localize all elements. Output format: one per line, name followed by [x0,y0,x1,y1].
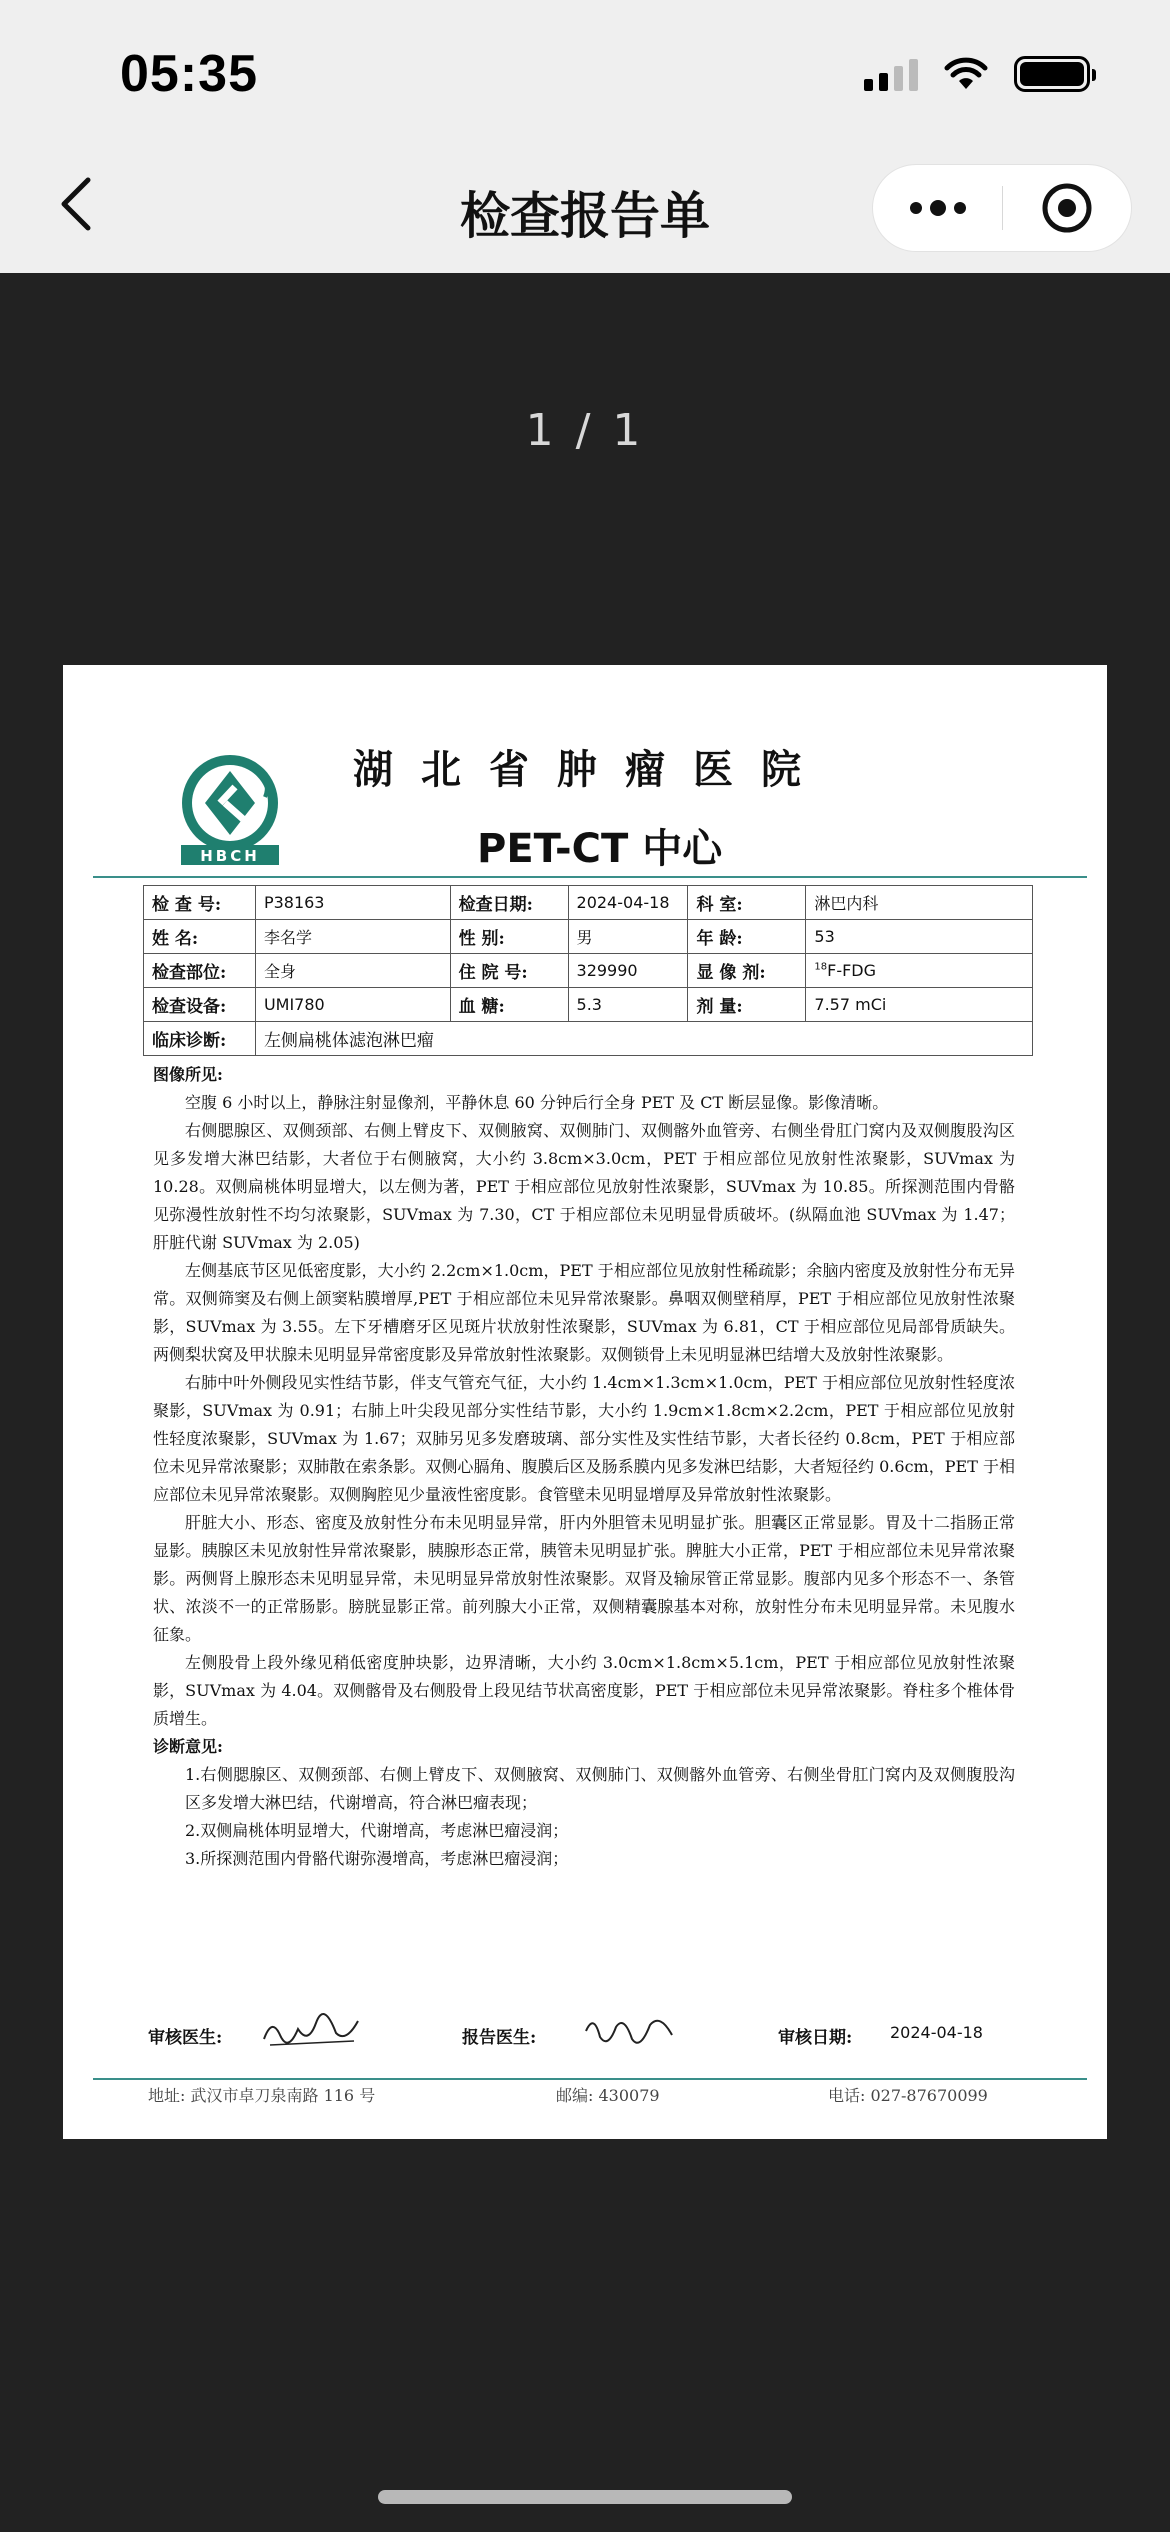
info-label: 检查部位: [144,954,256,988]
reviewer-label: 审核医生: [148,2028,223,2048]
info-value: 全身 [255,954,450,988]
info-row [144,954,1033,988]
findings-paragraph: 空腹 6 小时以上，静脉注射显像剂，平静休息 60 分钟后行全身 PET 及 CT 断层显像。影像清晰。 [185,1093,889,1112]
info-row [144,886,1033,920]
more-button[interactable] [873,164,1002,252]
report-document[interactable] [63,665,1107,2139]
findings-heading: 图像所见: [153,1065,223,1084]
close-mini-program-button[interactable] [1003,164,1131,252]
info-label: 科 室: [688,886,806,920]
status-bar [0,0,1170,140]
clinical-diagnosis-value: 左侧扁桃体滤泡淋巴瘤 [255,1022,1032,1056]
review-date: 2024-04-18 [890,2023,983,2042]
reporter-signature [580,2009,680,2057]
info-label: 年 龄: [688,920,806,954]
info-value: 2024-04-18 [568,886,688,920]
page-title: 检查报告单 [460,187,710,245]
review-date-label: 审核日期: [778,2028,853,2048]
cellular-signal-icon [864,57,918,91]
wifi-icon [944,57,988,91]
info-label: 住 院 号: [450,954,568,988]
info-row [144,988,1033,1022]
findings-paragraph: 左侧股骨上段外缘见稍低密度肿块影，边界清晰，大小约 3.0cm×1.8cm×5.1cm，PET 于相应部位见放射性浓聚影，SUVmax 为 4.04。双侧髂骨及右侧股骨上段见结节状高密度影，PET 于相应部位未见异常浓聚影。脊柱多个椎体骨质增生。 [153,1653,1015,1728]
reporter-label: 报告医生: [462,2028,537,2048]
info-label: 剂 量: [688,988,806,1022]
findings-paragraph: 肝脏大小、形态、密度及放射性分布未见明显异常，肝内外胆管未见明显扩张。胆囊区正常显影。胃及十二指肠正常显影。胰腺区未见放射性异常浓聚影，胰腺形态正常，胰管未见明显扩张。脾脏大小正常，PET 于相应部位未见异常浓聚影。两侧肾上腺形态未见明显异常，未见明显异常放射性浓聚影。双肾及输尿管正常显影。腹部内见多个形态不一、条管状、浓淡不一的正常肠影。膀胱显影正常。前列腺大小正常，双侧精囊腺基本对称，放射性分布未见明显异常。未见腹水征象。 [153,1513,1015,1644]
nav-bar [0,140,1170,273]
reviewer-signature [258,2009,368,2053]
status-icons [864,56,1090,92]
findings-paragraph: 左侧基底节区见低密度影，大小约 2.2cm×1.0cm，PET 于相应部位见放射性稀疏影；余脑内密度及放射性分布无异常。双侧筛窦及右侧上颌窦粘膜增厚,PET 于相应部位未见异常浓聚影。鼻咽双侧壁稍厚，PET 于相应部位见放射性浓聚影，SUVmax 为 3.55。左下牙槽磨牙区见斑片状放射性浓聚影，SUVmax 为 6.81，CT 于相应部位见局部骨质缺失。两侧梨状窝及甲状腺未见明显异常密度影及异常放射性浓聚影。双侧锁骨上未见明显淋巴结增大及放射性浓聚影。 [153,1261,1015,1364]
hospital-name: 湖北省肿瘤医院 [353,746,829,793]
info-row [144,1022,1033,1056]
footer-postcode: 邮编: 430079 [556,2086,660,2105]
footer-phone: 电话: 027-87670099 [828,2086,988,2105]
info-value: 5.3 [568,988,688,1022]
diagnosis-heading: 诊断意见: [153,1737,223,1756]
department-name: PET-CT 中心 [477,826,723,872]
report-body [153,1061,1015,1873]
info-label: 显 像 剂: [688,954,806,988]
page-counter: 1 / 1 [525,405,645,456]
info-label: 血 糖: [450,988,568,1022]
hospital-logo [173,753,287,867]
info-value: 329990 [568,954,688,988]
diagnosis-item: 1.右侧腮腺区、双侧颈部、右侧上臂皮下、双侧腋窝、双侧肺门、双侧髂外血管旁、右侧坐骨肛门窝内及双侧腹股沟区多发增大淋巴结，代谢增高，符合淋巴瘤表现； [185,1765,1015,1812]
battery-icon [1014,56,1090,92]
diagnosis-item: 2.双侧扁桃体明显增大，代谢增高，考虑淋巴瘤浸润； [185,1821,569,1840]
info-value: UMI780 [255,988,450,1022]
info-value: P38163 [255,886,450,920]
info-row [144,920,1033,954]
info-label: 检查日期: [450,886,568,920]
info-label: 性 别: [450,920,568,954]
diagnosis-list [153,1761,1015,1873]
info-value: 53 [806,920,1033,954]
findings-paragraph: 右侧腮腺区、双侧颈部、右侧上臂皮下、双侧腋窝、双侧肺门、双侧髂外血管旁、右侧坐骨肛门窝内及双侧腹股沟区见多发增大淋巴结影，大者位于右侧腋窝，大小约 3.8cm×3.0cm，PET 于相应部位见放射性浓聚影，SUVmax 为 10.28。双侧扁桃体明显增大，以左侧为著，PET 于相应部位见放射性浓聚影，SUVmax 为 10.85。所探测范围内骨骼见弥漫性放射性不均匀浓聚影，SUVmax 为 7.30，CT 于相应部位未见明显骨质破坏。(纵隔血池 SUVmax 为 1.47；肝脏代谢 SUVmax 为 2.05) [153,1121,1015,1252]
status-time: 05:35 [120,45,258,103]
svg-text:HBCH: HBCH [200,847,260,865]
info-label: 检查设备: [144,988,256,1022]
mini-program-capsule [872,164,1132,252]
target-icon [1040,181,1094,235]
info-value: 男 [568,920,688,954]
info-label: 姓 名: [144,920,256,954]
footer-address: 地址: 武汉市卓刀泉南路 116 号 [148,2086,376,2105]
findings-paragraph: 右肺中叶外侧段见实性结节影，伴支气管充气征，大小约 1.4cm×1.3cm×1.0cm，PET 于相应部位见放射性轻度浓聚影，SUVmax 为 0.91；右肺上叶尖段见部分实性结节影，大小约 1.9cm×1.8cm×2.2cm，PET 于相应部位见放射性轻度浓聚影，SUVmax 为 1.67；双肺另见多发磨玻璃、部分实性及实性结节影，大者长径约 0.8cm，PET 于相应部位未见异常浓聚影；双肺散在索条影。双侧心膈角、腹膜后区及肠系膜内见多发淋巴结影，大者短径约 0.6cm，PET 于相应部位未见异常浓聚影。双侧胸腔见少量液性密度影。食管壁未见明显增厚及异常放射性浓聚影。 [153,1373,1015,1504]
clinical-diagnosis-label: 临床诊断: [144,1022,256,1056]
info-value: 7.57 mCi [806,988,1033,1022]
info-value: 淋巴内科 [806,886,1033,920]
footer-divider [93,2078,1087,2080]
diagnosis-item: 3.所探测范围内骨骼代谢弥漫增高，考虑淋巴瘤浸润； [185,1849,569,1868]
info-value: 李名学 [255,920,450,954]
home-indicator[interactable] [378,2490,792,2504]
header-divider [93,876,1087,878]
info-value: $^{18}$F-FDG [806,954,1033,988]
findings-list [153,1089,1015,1733]
patient-info-table [143,885,1033,1056]
info-label: 检 查 号: [144,886,256,920]
